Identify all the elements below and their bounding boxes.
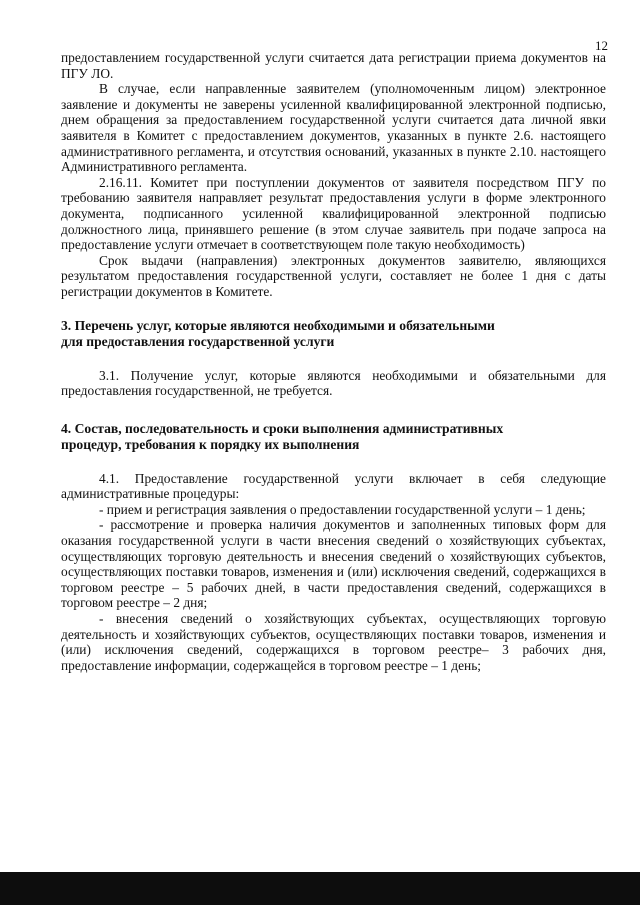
paragraph-3-1: 3.1. Получение услуг, которые являются необходимыми и обязательными для предоставления государственной, не требуется. <box>61 367 606 399</box>
paragraph-2-16-11: 2.16.11. Комитет при поступлении документов от заявителя посредством ПГУ по требованию заявителя направляет результат предоставления услуги в форме электронного документа, подписанного усиленной квалифицированной электронной подписью должностного лица, принявшего решение (в этом случае заявитель при подаче запроса на предоставление услуги отмечает в соответствующем поле такую необходимость) <box>61 174 606 253</box>
list-item-review: - рассмотрение и проверка наличия документов и заполненных типовых форм для оказания государственной услуги в части внесения сведений о хозяйствующих субъектах, осуществляющих торговую деятельность и внесения сведений о хозяйствующих субъектов, осуществляющих поставки товаров, изменения и (или) исключения сведений, содержащихся в торговом реестре – 5 рабочих дней, в части предоставления сведений, содержащихся в торговом реестре – 2 дня; <box>61 517 606 611</box>
paragraph-continuation: предоставлением государственной услуги считается дата регистрации приема документов на ПГУ ЛО. <box>61 50 606 81</box>
section-3-heading-line2: для предоставления государственной услуги <box>61 333 335 349</box>
list-item-entry: - внесения сведений о хозяйствующих субъектах, осуществляющих торговую деятельность и хозяйствующих субъектов, осуществляющих поставки товаров, изменения и (или) исключения сведений, содержащихся в торговом реестре– 3 рабочих дня, предоставление информации, содержащейся в торговом реестре – 1 день; <box>61 611 606 673</box>
section-4-heading-line2: процедур, требования к порядку их выполнения <box>61 436 360 452</box>
section-4-heading-line1: 4. Состав, последовательность и сроки выполнения административных <box>61 420 504 436</box>
list-item-reception: - прием и регистрация заявления о предоставлении государственной услуги – 1 день; <box>99 501 586 517</box>
section-3-heading-line1: 3. Перечень услуг, которые являются необходимыми и обязательными <box>61 317 495 333</box>
paragraph-electronic-application: В случае, если направленные заявителем (уполномоченным лицом) электронное заявление и документы не заверены усиленной квалифицированной электронной подписью, днем обращения за предоставлением государственной услуги считается дата личной явки заявителя в Комитет с предоставлением документов, указанных в пункте 2.6. настоящего административного регламента, и отсутствия оснований, указанных в пункте 2.10. настоящего Административного регламента. <box>61 81 606 175</box>
scan-bottom-edge <box>0 872 640 905</box>
paragraph-issue-term: Срок выдачи (направления) электронных документов заявителю, являющихся результатом предоставления государственной услуги, составляет не более 1 дня с даты регистрации документов в Комитете. <box>61 252 606 299</box>
document-body <box>61 50 606 673</box>
paragraph-4-1: 4.1. Предоставление государственной услуги включает в себя следующие административные процедуры: <box>61 470 606 502</box>
page-number: 12 <box>595 38 608 53</box>
